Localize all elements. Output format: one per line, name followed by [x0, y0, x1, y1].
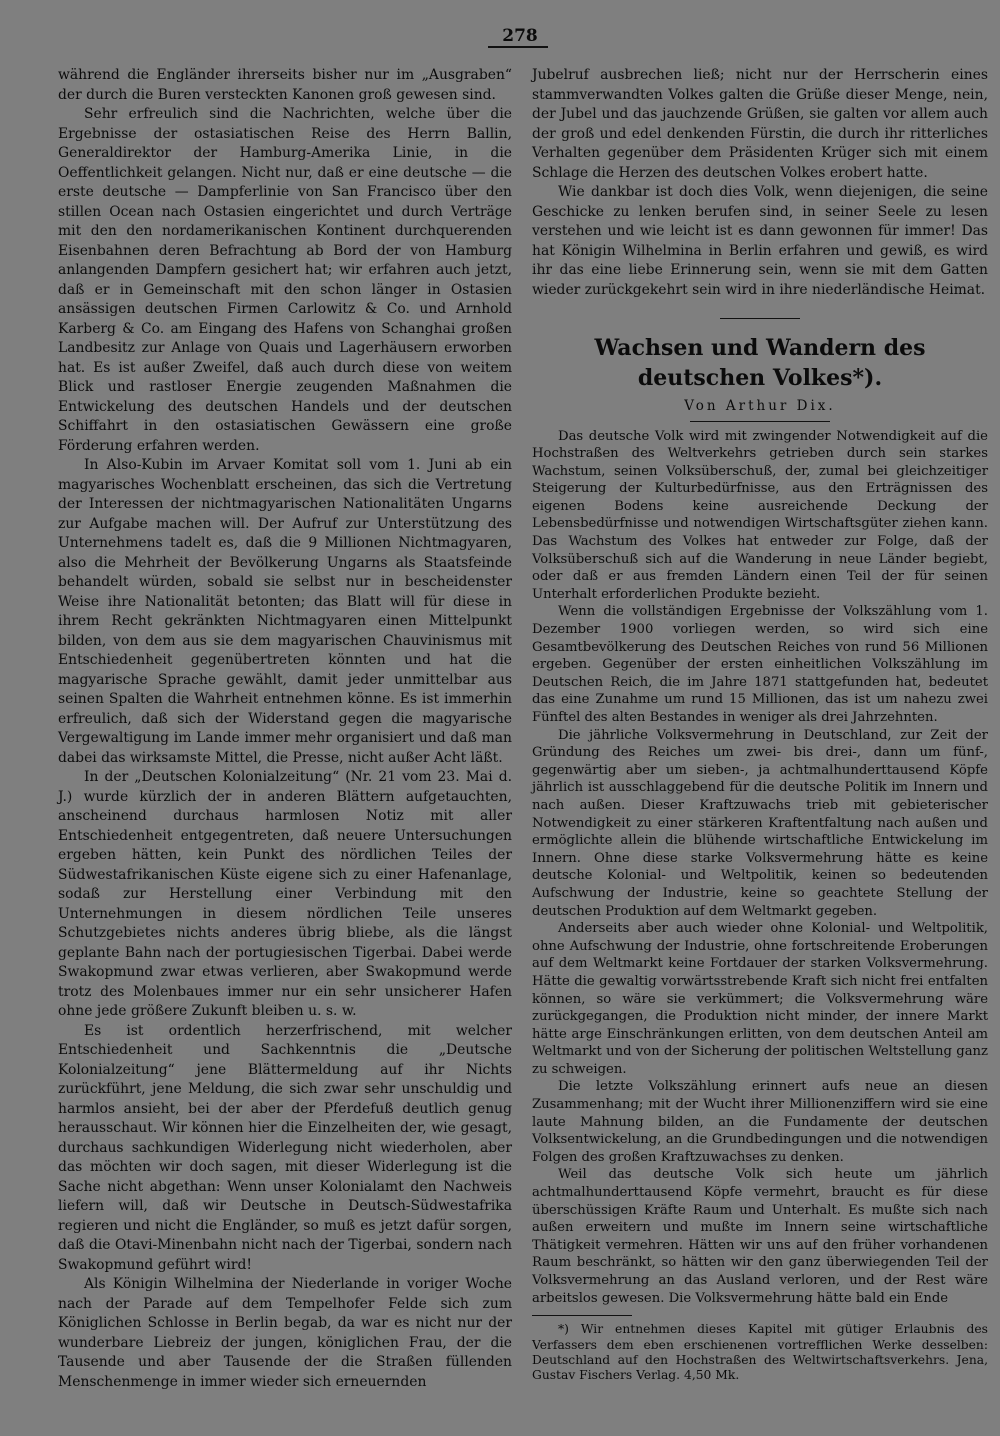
left-column [58, 66, 512, 1392]
left-paragraph: In der „Deutschen Kolonialzeitung“ (Nr. 21 vom 23. Mai d. J.) wurde kürzlich der in anderen Blättern aufgetauchten, anscheinend durchaus harmlosen Notiz mit aller Entschiedenheit entgegentreten, daß neuere Untersuchungen ergeben hätten, kein Punkt des nördlichen Teiles der Südwestafrikanischen Küste eigene sich zu einer Hafenanlage, sodaß zur Herstellung einer Verbindung mit den Unternehmungen in diesem nördlichen Teile unseres Schutzgebietes nichts anderes übrig bliebe, als die längst geplante Bahn nach der portugiesischen Tigerbai. Dabei werde Swakopmund zwar etwas verlieren, aber Swakopmund werde trotz des Molenbaues immer nur ein sehr unsicherer Hafen ohne jede größere Zukunft bleiben u. s. w. [58, 769, 512, 1019]
footnote: *) Wir entnehmen dieses Kapitel mit gütiger Erlaubnis des Verfassers dem eben erschienenen vortrefflichen Werke desselben: Deutschland auf den Hochstraßen des Weltwirtschaftsverkehrs. Jena, Gustav Fischers Verlag. 4,50 Mk. [532, 1322, 988, 1383]
article-paragraph: Wenn die vollständigen Ergebnisse der Volkszählung vom 1. Dezember 1900 vorliegen werden, so wird sich eine Gesamtbevölkerung des Deutschen Reiches von rund 56 Millionen ergeben. Gegenüber der ersten einheitlichen Volkszählung im Deutschen Reich, die im Jahre 1871 stattgefunden hat, bedeutet das eine Zunahme um rund 15 Millionen, das ist um nahezu zwei Fünftel des alten Bestandes in weniger als drei Jahrzehnten. [532, 604, 988, 725]
article-paragraph: Anderseits aber auch wieder ohne Kolonial- und Weltpolitik, ohne Aufschwung der Industrie, ohne fortschreitende Eroberungen auf dem Weltmarkt keine Fortdauer der starken Volksvermehrung. Hätte die gewaltig vorwärtsstrebende Kraft sich nicht frei entfalten können, so wäre sie verkümmert; die Volksvermehrung wäre zurückgegangen, die Produktion nicht minder, der innere Markt hätte arge Einschränkungen erlitten, von dem deutschen Anteil am Weltmarkt und von der Sicherung der politischen Weltstellung ganz zu schweigen. [532, 921, 988, 1077]
left-paragraph: Sehr erfreulich sind die Nachrichten, welche über die Ergebnisse der ostasiatischen Reise des Herrn Ballin, Generaldirektor der Hamburg-Amerika Linie, in die Oeffentlichkeit gelangen. Nicht nur, daß er eine deutsche — die erste deutsche — Dampferlinie von San Francisco über den stillen Ocean nach Ostasien eingerichtet und durch Verträge mit den den nordamerikanischen Kontinent durchquerenden Eisenbahnen deren Befrachtung ab Bord der von Hamburg anlangenden Dampfern gesichert hat; wir erfahren auch jetzt, daß er in Gemeinschaft mit den schon länger in Ostasien ansässigen deutschen Firmen Carlowitz & Co. und Arnhold Karberg & Co. am Eingang des Hafens von Schanghai großen Landbesitz zur Anlage von Quais und Lagerhäusern erworben hat. Es ist außer Zweifel, daß auch durch diese von weitem Blick und rastloser Energie zeugenden Maßnahmen die Entwickelung des deutschen Handels und der deutschen Schiffahrt in den ostasiatischen Gewässern eine große Förderung erfahren werden. [58, 106, 512, 454]
article-paragraph: Die letzte Volkszählung erinnert aufs neue an diesen Zusammenhang; mit der Wucht ihrer Millionenziffern wird sie eine laute Mahnung bilden, an die Fundamente der deutschen Volksentwickelung, an die Grundbedingungen und die notwendigen Folgen des großen Kraftzuwachses zu denken. [532, 1079, 988, 1165]
article-title: Wachsen und Wandern des deutschen Volkes*). [594, 335, 926, 391]
byline-rule [690, 421, 830, 422]
left-paragraph: Es ist ordentlich herzerfrischend, mit welcher Entschiedenheit und Sachkenntnis die „Deutsche Kolonialzeitung“ jene Blättermeldung auf ihr Nichts zurückführt, jene Meldung, die sich zwar sehr unschuldig und harmlos ansieht, bei der aber der Pferdefuß deutlich genug herausschaut. Wir können hier die Einzelheiten der, wie gesagt, durchaus sachkundigen Widerlegung nicht wiederholen, aber das möchten wir doch sagen, mit dieser Widerlegung ist die Sache nicht abgethan: Wenn unser Kolonialamt den Nachweis liefern will, daß wir Deutsche in Deutsch-Südwestafrika regieren und nicht die Engländer, so muß es jetzt dafür sorgen, daß die Otavi-Minenbahn nicht nach der Tigerbai, sondern nach Swakopmund geführt wird! [58, 1022, 512, 1273]
article-paragraph: Die jährliche Volksvermehrung in Deutschland, zur Zeit der Gründung des Reiches um zwei- bis drei-, dann um fünf-, gegenwärtig aber um sieben-, ja achtmalhunderttausend Köpfe jährlich ist ausschlaggebend für die deutsche Politik im Innern und nach außen. Dieser Kraftzuwachs trieb mit gebieterischer Notwendigkeit zu einer stärkeren Kraftentfaltung nach außen und ermöglichte allein die blühende wirtschaftliche Entwickelung im Innern. Ohne diese starke Volksvermehrung hätte es keine deutsche Kolonial- und Weltpolitik, keinen so bedeutenden Aufschwung der Industrie, keine so geachtete Stellung der deutschen Produktion auf dem Weltmarkt gegeben. [532, 727, 988, 919]
right-paragraph: Jubelruf ausbrechen ließ; nicht nur der Herrscherin eines stammverwandten Volkes galten die Grüße dieser Menge, nein, der Jubel und das jauchzende Grüßen, sie galten vor allem auch der groß und edel denkenden Fürstin, die durch ihr ritterliches Verhalten gegenüber dem Präsidenten Krüger sich mit einem Schlage die Herzen des deutschen Volkes erobert hatte. [532, 67, 988, 181]
footnote-rule [532, 1315, 632, 1316]
left-paragraph: Als Königin Wilhelmina der Niederlande in voriger Woche nach der Parade auf dem Tempelhofer Felde sich zum Königlichen Schlosse in Berlin begab, da war es nicht nur der wunderbare Liebreiz der jungen, königlichen Frau, der die Tausende und aber Tausende der die Straßen füllenden Menschenmenge in immer wieder sich erneuernden [58, 1276, 512, 1390]
article-paragraph: Weil das deutsche Volk sich heute um jährlich achtmalhunderttausend Köpfe vermehrt, braucht es für diese überschüssigen Kräfte Raum und Unterhalt. Es mußte sich nach außen erweitern und mußte im Innern seine wirtschaftliche Thätigkeit vermehren. Hätten wir uns auf den früher vorhandenen Raum beschränkt, so hätten wir den ganz überwiegenden Teil der Volksvermehrung an das Ausland verloren, und der Rest wäre arbeitslos gewesen. Die Volksvermehrung hätte bald ein Ende [532, 1167, 988, 1306]
article-byline: Von Arthur Dix. [684, 398, 836, 414]
right-paragraph: Wie dankbar ist doch dies Volk, wenn diejenigen, die seine Geschicke zu lenken berufen sind, in seiner Seele zu lesen verstehen und wie leicht ist es dann gewonnen für immer! Das hat Königin Wilhelmina in Berlin erfahren und gewiß, es wird ihr das eine liebe Erinnerung sein, wenn sie mit dem Gatten wieder zurückgekehrt sein wird in ihre niederländische Heimat. [532, 184, 988, 298]
left-paragraph: während die Engländer ihrerseits bisher nur im „Ausgraben“ der durch die Buren versteckten Kanonen groß gewesen sind. [58, 67, 512, 103]
page-number-rule [488, 46, 548, 48]
section-divider [720, 318, 800, 319]
article-body [532, 428, 988, 1308]
article-paragraph: Das deutsche Volk wird mit zwingender Notwendigkeit auf die Hochstraßen des Weltverkehrs getrieben durch sein starkes Wachstum, seinen Volksüberschuß, der, zumal bei gleichzeitiger Steigerung der Kulturbedürfnisse, aus den Erträgnissen des eigenen Bodens keine ausreichende Deckung der Lebensbedürfnisse und notwendigen Wirtschaftsgüter ziehen kann. Das Wachstum des Volkes hat entweder zur Folge, daß der Volksüberschuß sich auf die Wanderung in neue Länder begiebt, oder daß er aus fremden Ländern einen Teil der für seinen Unterhalt erforderlichen Produkte bezieht. [532, 428, 988, 602]
page-number: 278 [502, 26, 538, 46]
right-column [532, 66, 988, 1384]
left-paragraph: In Also-Kubin im Arvaer Komitat soll vom 1. Juni ab ein magyarisches Wochenblatt erscheinen, das sich die Vertretung der Interessen der nichtmagyarischen Nationalitäten Ungarns zur Aufgabe machen will. Der Aufruf zur Unterstützung des Unternehmens tadelt es, daß die 9 Millionen Nichtmagyaren, also die Mehrheit der Bevölkerung Ungarns als Staatsfeinde behandelt würden, sobald sie selbst nur in bescheidenster Weise ihre Nationalität betonten; das Blatt will für diese in ihrem Recht gekränkten Nichtmagyaren einen Mittelpunkt bilden, von dem aus sie dem magyarischen Chauvinismus mit Entschiedenheit gegenübertreten könnten und hat die magyarische Sprache gewählt, damit jeder unmittelbar aus seinen Spalten die Wahrheit entnehmen könne. Es ist immerhin erfreulich, daß sich der Widerstand gegen die magyarische Vergewaltigung im Lande immer mehr organisiert und daß man dabei das wirksamste Mittel, die Presse, nicht außer Acht läßt. [58, 457, 512, 766]
